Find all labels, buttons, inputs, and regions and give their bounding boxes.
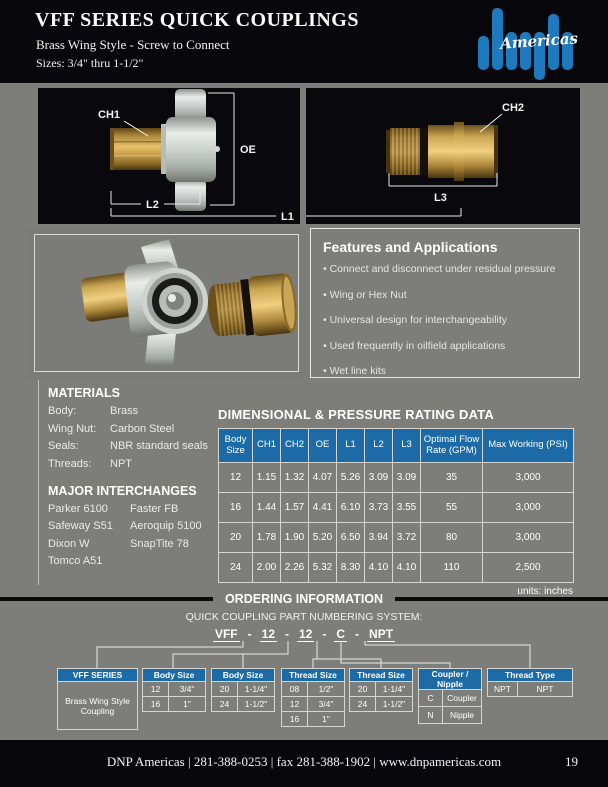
ordering-value-cell: 3/4" xyxy=(308,697,345,712)
page-number: 19 xyxy=(565,754,578,769)
dimensional-table-body xyxy=(219,463,574,583)
ordering-table-text: Brass Wing Style Coupling xyxy=(58,682,138,730)
part-segment: NPT xyxy=(369,627,394,641)
interchanges-list xyxy=(48,503,213,568)
ordering-value-cell: Coupler xyxy=(443,690,482,707)
materials-label: Seals: xyxy=(48,440,79,452)
ordering-subtitle: QUICK COUPLING PART NUMBERING SYSTEM: xyxy=(185,611,423,623)
nipple-dimension-drawing xyxy=(306,88,580,224)
dim-cell: 55 xyxy=(421,493,483,523)
dim-cell: 6.50 xyxy=(337,523,365,553)
dim-cell: 4.07 xyxy=(309,463,337,493)
ordering-table-row xyxy=(282,682,345,697)
ordering-table-header: Thread Type xyxy=(488,669,573,682)
dim-cell: 4.10 xyxy=(365,553,393,583)
materials-value: Carbon Steel xyxy=(110,422,175,435)
ordering-code-cell: 24 xyxy=(212,697,238,712)
ordering-code-cell: 20 xyxy=(350,682,376,697)
materials-row xyxy=(48,405,213,417)
dim-cell: 2,500 xyxy=(483,553,574,583)
table-row xyxy=(219,493,574,523)
dim-cell: 110 xyxy=(421,553,483,583)
dim-cell: 16 xyxy=(219,493,253,523)
ordering-code-cell: 16 xyxy=(143,697,169,712)
dim-cell: 35 xyxy=(421,463,483,493)
ordering-table-header-row xyxy=(212,669,275,682)
ordering-title-wrap xyxy=(0,590,608,608)
part-separator: - xyxy=(247,627,252,641)
ordering-table xyxy=(142,668,206,712)
ordering-table-row xyxy=(143,697,206,712)
dim-cell: 4.10 xyxy=(393,553,421,583)
dim-cell: 12 xyxy=(219,463,253,493)
size-range-text: Sizes: 3/4" thru 1-1/2" xyxy=(36,56,144,70)
ordering-table-header: VFF SERIES xyxy=(58,669,138,682)
dim-cell: 5.26 xyxy=(337,463,365,493)
logo-americas-text: Americas xyxy=(499,29,579,53)
materials-label: Threads: xyxy=(48,457,92,470)
ordering-table-row xyxy=(488,682,573,697)
ordering-value-cell: 1-1/2" xyxy=(238,697,275,712)
ordering-table-header: Body Size xyxy=(212,669,275,682)
ordering-table-row xyxy=(143,682,206,697)
materials-label: Wing Nut: xyxy=(48,422,97,435)
page-subtitle: Brass Wing Style - Screw to Connect xyxy=(36,37,230,52)
ordering-table-row xyxy=(419,707,482,724)
interchange-item: Safeway S51 xyxy=(48,520,113,532)
ordering-table-header: Coupler / Nipple xyxy=(419,669,482,690)
table-row xyxy=(219,523,574,553)
dim-col-header: Optimal Flow Rate (GPM) xyxy=(421,429,483,463)
ordering-value-cell: Nipple xyxy=(443,707,482,724)
dim-cell: 3.55 xyxy=(393,493,421,523)
ordering-table xyxy=(349,668,413,712)
ordering-table-header-row xyxy=(488,669,573,682)
part-separator: - xyxy=(285,627,289,641)
dim-cell: 6.10 xyxy=(337,493,365,523)
interchange-item: Faster FB xyxy=(130,502,179,515)
part-number xyxy=(0,627,608,642)
materials-value: NBR standard seals xyxy=(110,440,208,452)
dim-cell: 1.90 xyxy=(281,523,309,553)
features-box xyxy=(310,228,580,378)
ordering-value-cell: 1" xyxy=(308,712,345,727)
part-segment: 12 xyxy=(261,627,275,641)
interchange-item: Parker 6100 xyxy=(48,502,108,515)
materials-label: Body: xyxy=(48,405,77,417)
dim-cell: 1.57 xyxy=(281,493,309,523)
dim-cell: 8.30 xyxy=(337,553,365,583)
dim-cell: 1.15 xyxy=(253,463,281,493)
dimensional-table xyxy=(218,428,574,583)
dim-cell: 3.72 xyxy=(393,523,421,553)
dim-cell: 3,000 xyxy=(483,463,574,493)
ordering-value-cell: 1-1/2" xyxy=(376,697,413,712)
label-l3: L3 xyxy=(434,192,447,204)
dim-col-header: Max Working (PSI) xyxy=(483,429,574,463)
feature-item: • Used frequently in oilfield applications xyxy=(323,340,567,352)
interchange-item: SnapTite 78 xyxy=(130,537,189,550)
ordering-table-row xyxy=(58,682,138,730)
ordering-value-cell: 1/2" xyxy=(308,682,345,697)
ordering-value-cell: 3/4" xyxy=(169,682,206,697)
ordering-code-cell: NPT xyxy=(488,682,518,697)
dim-cell: 2.26 xyxy=(281,553,309,583)
ordering-table-row xyxy=(282,712,345,727)
ordering-code-cell: 12 xyxy=(282,697,308,712)
left-rule-line xyxy=(38,380,39,585)
materials-value: NPT xyxy=(110,457,132,470)
ordering-table xyxy=(487,668,573,697)
coupler-drawing-panel xyxy=(38,88,300,224)
dim-cell: 3,000 xyxy=(483,523,574,553)
dim-col-header: CH1 xyxy=(253,429,281,463)
dim-cell: 3,000 xyxy=(483,493,574,523)
dim-cell: 5.20 xyxy=(309,523,337,553)
materials-row xyxy=(48,440,213,452)
page-title: VFF SERIES QUICK COUPLINGS xyxy=(35,9,359,31)
materials-list xyxy=(48,405,213,470)
part-separator: - xyxy=(322,627,327,641)
product-photo xyxy=(35,235,298,371)
ordering-table-row xyxy=(282,697,345,712)
materials-row xyxy=(48,458,213,470)
photo-frame xyxy=(34,234,299,372)
feature-item: • Universal design for interchangeability xyxy=(323,314,567,326)
dim-col-header: L3 xyxy=(393,429,421,463)
label-l2: L2 xyxy=(146,199,159,211)
ordering-value-cell: 1-1/4" xyxy=(238,682,275,697)
ordering-table-row xyxy=(419,690,482,707)
ordering-value-cell: NPT xyxy=(518,682,573,697)
dim-cell: 1.44 xyxy=(253,493,281,523)
dim-cell: 20 xyxy=(219,523,253,553)
footer-band xyxy=(0,740,608,787)
dim-cell: 3.94 xyxy=(365,523,393,553)
dim-cell: 80 xyxy=(421,523,483,553)
dim-col-header: OE xyxy=(309,429,337,463)
features-list xyxy=(323,263,567,377)
ordering-title: ORDERING INFORMATION xyxy=(213,592,395,606)
dim-cell: 3.09 xyxy=(365,463,393,493)
dim-col-header: L1 xyxy=(337,429,365,463)
dimensional-table-head xyxy=(219,429,574,463)
ordering-table xyxy=(281,668,345,727)
dim-cell: 5.32 xyxy=(309,553,337,583)
feature-item: • Wet line kits xyxy=(323,365,567,377)
table-row xyxy=(219,553,574,583)
ordering-table-header-row xyxy=(350,669,413,682)
features-title: Features and Applications xyxy=(323,239,498,255)
ordering-code-cell: 20 xyxy=(212,682,238,697)
ordering-table-row xyxy=(350,697,413,712)
nipple-drawing-panel xyxy=(306,88,580,224)
product-photo-panel xyxy=(28,228,305,378)
ordering-code-cell: 24 xyxy=(350,697,376,712)
ordering-value-cell: 1-1/4" xyxy=(376,682,413,697)
interchange-item: Dixon W xyxy=(48,537,90,550)
ordering-code-cell: C xyxy=(419,690,443,707)
ordering-table-header: Body Size xyxy=(143,669,206,682)
ordering-table xyxy=(418,668,482,724)
dim-cell: 4.41 xyxy=(309,493,337,523)
dim-col-header: L2 xyxy=(365,429,393,463)
part-separator: - xyxy=(355,627,360,641)
materials-row xyxy=(48,423,213,435)
part-segment: 12 xyxy=(299,627,313,641)
ordering-table-header-row xyxy=(282,669,345,682)
ordering-code-cell: 12 xyxy=(143,682,169,697)
feature-item: • Connect and disconnect under residual pressure xyxy=(323,263,567,275)
part-segment: VFF xyxy=(214,627,238,641)
materials-title: MATERIALS xyxy=(48,386,120,400)
feature-item: • Wing or Hex Nut xyxy=(323,289,567,301)
ordering-code-cell: N xyxy=(419,707,443,724)
footer-contact-text: DNP Americas | 281-388-0253 | fax 281-388-1902 | www.dnpamericas.com xyxy=(106,754,502,769)
dim-cell: 3.73 xyxy=(365,493,393,523)
ordering-table xyxy=(57,668,138,730)
interchanges-title: MAJOR INTERCHANGES xyxy=(48,483,197,498)
coupler-dimension-drawing xyxy=(38,88,300,224)
ordering-table-header-row xyxy=(143,669,206,682)
ordering-table-header: Thread Size xyxy=(282,669,345,682)
materials-section xyxy=(48,386,213,567)
label-l1: L1 xyxy=(281,211,294,223)
dim-cell: 2.00 xyxy=(253,553,281,583)
dim-cell: 1.78 xyxy=(253,523,281,553)
materials-value: Brass xyxy=(110,405,139,417)
dimensional-data-title: DIMENSIONAL & PRESSURE RATING DATA xyxy=(218,407,494,422)
ordering-table-header-row xyxy=(58,669,138,682)
ordering-table-header-row xyxy=(419,669,482,690)
ordering-table-row xyxy=(350,682,413,697)
label-ch2: CH2 xyxy=(502,102,525,114)
ordering-table xyxy=(211,668,275,712)
ordering-table-row xyxy=(212,697,275,712)
dnp-logo xyxy=(460,2,600,82)
part-segment: C xyxy=(336,627,346,641)
dim-cell: 24 xyxy=(219,553,253,583)
ordering-value-cell: 1" xyxy=(169,697,206,712)
ordering-table-header: Thread Size xyxy=(350,669,413,682)
dim-cell: 1.32 xyxy=(281,463,309,493)
header-band xyxy=(0,0,608,83)
interchange-item: Tomco A51 xyxy=(48,555,103,567)
label-oe: OE xyxy=(240,144,256,156)
label-ch1: CH1 xyxy=(98,109,121,121)
table-row xyxy=(219,463,574,493)
dim-cell: 3.09 xyxy=(393,463,421,493)
ordering-code-cell: 16 xyxy=(282,712,308,727)
dim-col-header: CH2 xyxy=(281,429,309,463)
interchange-item: Aeroquip 5100 xyxy=(130,520,202,532)
dim-col-header: Body Size xyxy=(219,429,253,463)
ordering-table-row xyxy=(212,682,275,697)
ordering-connector-lines xyxy=(0,641,608,668)
ordering-code-cell: 08 xyxy=(282,682,308,697)
units-note: units: inches xyxy=(517,586,573,597)
